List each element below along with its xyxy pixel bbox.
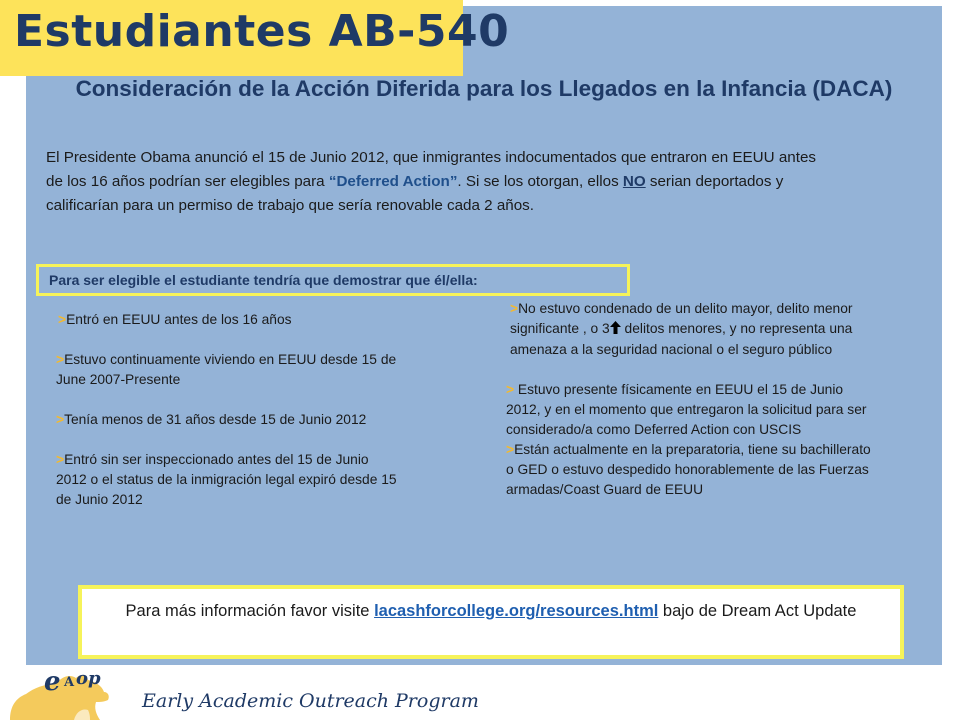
- bullet-arrow-icon: >: [510, 301, 519, 316]
- requirement-item: >Tenía menos de 31 años desde 15 de Junio 2012: [56, 412, 367, 427]
- intro-text-1: El Presidente Obama anunció el 15 de Junio 2012, que inmigrantes indocumentados que entraron en EEUU antes de los 16 años podrían ser elegibles para: [46, 149, 816, 190]
- no-emphasis: NO: [622, 173, 646, 190]
- bullet-arrow-icon: >: [506, 382, 515, 397]
- more-info-text: Para más información favor visite lacashforcollege.org/resources.html bajo de Dream Act Update: [125, 602, 857, 620]
- bullet-arrow-icon: >: [56, 352, 65, 367]
- eligibility-heading-box: [36, 264, 630, 296]
- bullet-arrow-icon: >: [58, 312, 67, 327]
- intro-text-3: serian deportados y calificarían para un permiso de trabajo que sería renovable cada 2 años.: [46, 173, 784, 214]
- requirement-item: >Están actualmente en la preparatoria, tiene su bachillerato o GED o estuvo despedido honorablemente de las Fuerzas armadas/Coast Guard de EEUU: [506, 442, 871, 497]
- requirement-item: >Entró sin ser inspeccionado antes del 15 de Junio 2012 o el status de la inmigración legal expiró desde 15 de Junio 2012: [56, 452, 397, 507]
- deferred-action-highlight: “Deferred Action”: [328, 173, 458, 190]
- bullet-arrow-icon: >: [56, 412, 65, 427]
- eaop-bear-logo: [4, 662, 134, 720]
- requirements-left-column: [56, 310, 401, 530]
- requirement-item: >Estuvo continuamente viviendo en EEUU desde 15 de June 2007-Presente: [56, 352, 397, 387]
- more-info-box: [78, 585, 904, 659]
- resources-link[interactable]: lacashforcollege.org/resources.html: [374, 602, 659, 620]
- svg-text:A: A: [64, 675, 75, 690]
- page-title: Estudiantes AB-540: [14, 6, 510, 57]
- slide-subtitle: Consideración de la Acción Diferida para los Llegados en la Infancia (DACA): [75, 76, 893, 101]
- requirements-right-column: [506, 299, 878, 500]
- bullet-arrow-icon: >: [506, 442, 515, 457]
- requirement-item: >Entró en EEUU antes de los 16 años: [58, 312, 292, 327]
- title-banner: [0, 0, 510, 76]
- svg-text:op: op: [76, 668, 101, 689]
- intro-paragraph: [46, 146, 826, 218]
- program-name: Early Academic Outreach Program: [142, 690, 479, 712]
- bullet-arrow-icon: >: [56, 452, 65, 467]
- requirement-item: >No estuvo condenado de un delito mayor, delito menor significante , o 3 delitos menores, y no representa una amenaza a la seguridad nacional o el seguro público: [510, 301, 853, 357]
- svg-text:e: e: [44, 667, 61, 697]
- requirement-item: > Estuvo presente físicamente en EEUU el 15 de Junio 2012, y en el momento que entregaron la solicitud para ser considerado/a como Deferred Action con USCIS: [506, 382, 867, 437]
- intro-text-2: . Si se los otorgan, ellos: [457, 173, 623, 190]
- arrow-up-icon: [610, 320, 621, 340]
- eligibility-heading: Para ser elegible el estudiante tendría que demostrar que él/ella:: [49, 272, 478, 288]
